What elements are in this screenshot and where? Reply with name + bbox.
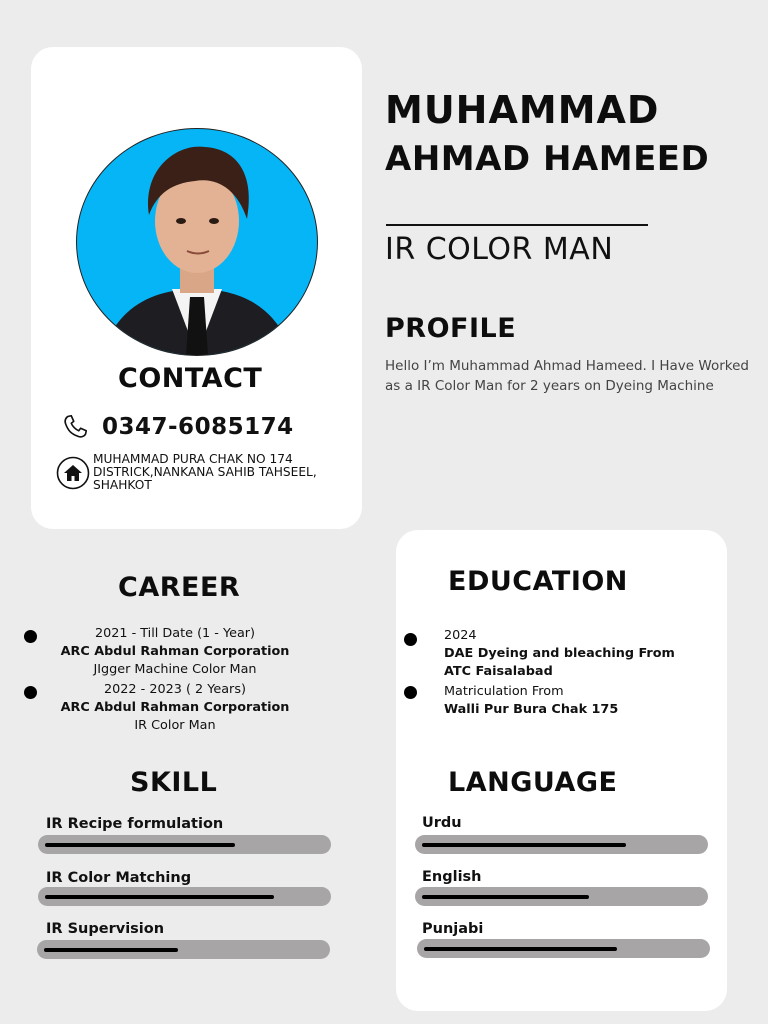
phone-row bbox=[60, 412, 294, 442]
education-degree: Matriculation From bbox=[444, 684, 564, 699]
career-period: 2022 - 2023 ( 2 Years) bbox=[104, 682, 246, 697]
education-bullet bbox=[404, 633, 417, 646]
name-first-line: MUHAMMAD bbox=[385, 88, 660, 132]
name-divider bbox=[386, 224, 648, 226]
career-period: 2021 - Till Date (1 - Year) bbox=[94, 626, 256, 641]
education-year: 2024 bbox=[444, 628, 477, 643]
language-bar-fill bbox=[422, 895, 589, 899]
career-item bbox=[48, 625, 302, 679]
person-avatar-icon bbox=[77, 129, 317, 355]
skill-label: IR Recipe formulation bbox=[46, 816, 224, 832]
language-bar bbox=[417, 939, 710, 958]
profile-photo bbox=[76, 128, 318, 356]
education-institute: Walli Pur Bura Chak 175 bbox=[444, 702, 619, 717]
skill-bar-fill bbox=[45, 895, 274, 899]
career-company: ARC Abdul Rahman Corporation bbox=[60, 700, 290, 715]
education-degree: DAE Dyeing and bleaching From bbox=[444, 646, 675, 661]
address-row bbox=[56, 453, 363, 492]
name-second-line: AHMAD HAMEED bbox=[385, 139, 710, 179]
education-item bbox=[444, 683, 714, 719]
education-item bbox=[444, 627, 714, 681]
career-role: JIgger Machine Color Man bbox=[93, 662, 257, 677]
job-title: IR COLOR MAN bbox=[385, 232, 614, 267]
career-heading: CAREER bbox=[118, 572, 241, 603]
skill-bar bbox=[38, 835, 331, 854]
home-icon bbox=[56, 456, 90, 490]
education-bullet bbox=[404, 686, 417, 699]
language-bar bbox=[415, 835, 708, 854]
profile-heading: PROFILE bbox=[385, 313, 517, 344]
language-bar-fill bbox=[422, 843, 626, 847]
profile-text: Hello I’m Muhammad Ahmad Hameed. I Have Worked as a IR Color Man for 2 years on Dyeing Machine bbox=[385, 358, 749, 394]
language-label: Urdu bbox=[422, 815, 462, 831]
address-text: MUHAMMAD PURA CHAK NO 174 DISTRICK,NANKANA SAHIB TAHSEEL, SHAHKOT bbox=[93, 452, 317, 492]
skill-heading: SKILL bbox=[130, 767, 218, 798]
language-label: English bbox=[422, 869, 482, 885]
skill-bar bbox=[38, 887, 331, 906]
language-label: Punjabi bbox=[422, 921, 484, 937]
phone-icon bbox=[60, 412, 90, 442]
contact-heading: CONTACT bbox=[118, 363, 263, 394]
language-heading: LANGUAGE bbox=[448, 767, 618, 798]
career-item bbox=[48, 681, 302, 735]
phone-number[interactable]: 0347-6085174 bbox=[102, 414, 294, 440]
career-role: IR Color Man bbox=[134, 718, 216, 733]
education-institute: ATC Faisalabad bbox=[444, 664, 553, 679]
career-company: ARC Abdul Rahman Corporation bbox=[60, 644, 290, 659]
skill-bar bbox=[37, 940, 330, 959]
skill-label: IR Supervision bbox=[46, 921, 165, 937]
language-bar-fill bbox=[424, 947, 617, 951]
career-bullet bbox=[24, 686, 37, 699]
skill-bar-fill bbox=[45, 843, 235, 847]
skill-label: IR Color Matching bbox=[46, 870, 192, 886]
skill-bar-fill bbox=[44, 948, 178, 952]
education-heading: EDUCATION bbox=[448, 566, 628, 597]
career-bullet bbox=[24, 630, 37, 643]
language-bar bbox=[415, 887, 708, 906]
